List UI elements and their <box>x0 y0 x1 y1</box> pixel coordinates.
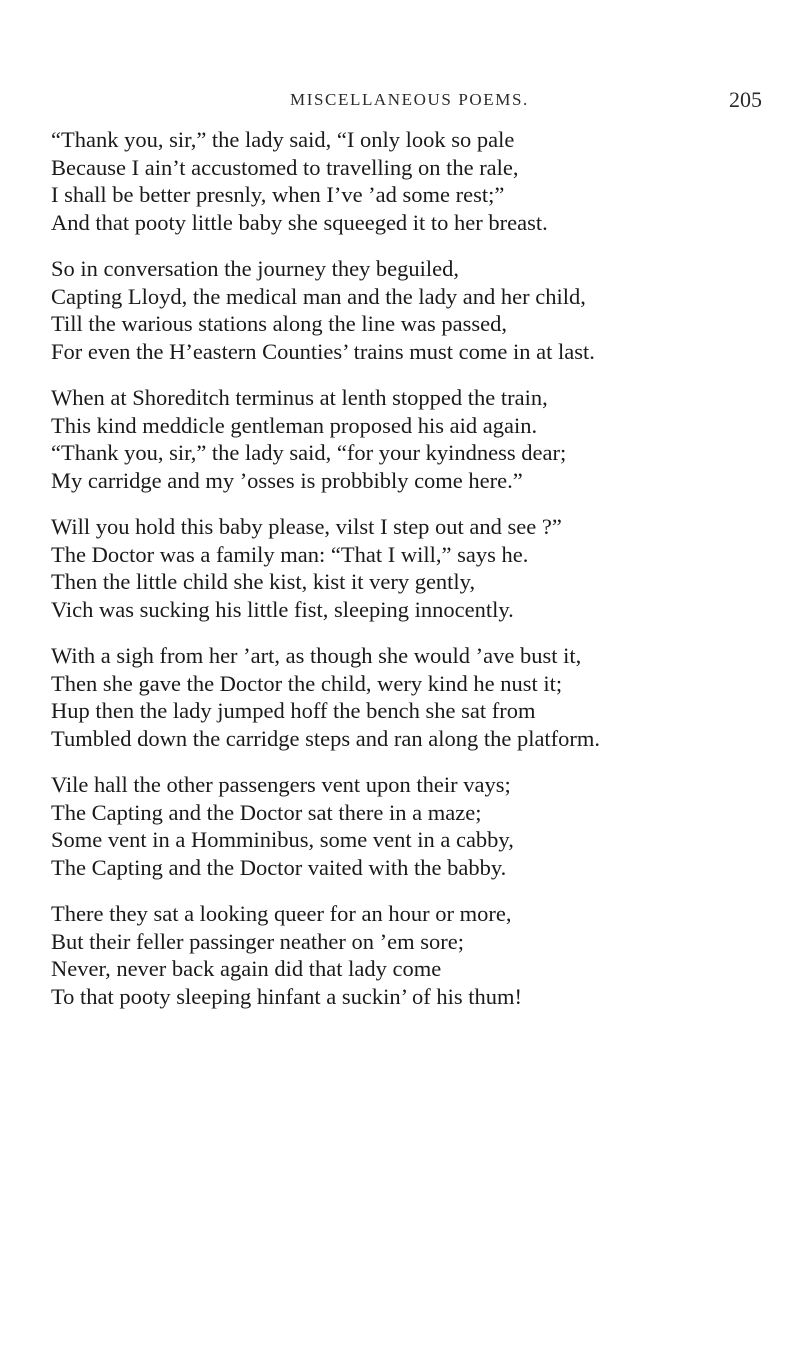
poem-line: Hup then the lady jumped hoff the bench she sat from <box>51 698 536 723</box>
poem-line: Till the warious stations along the line was passed, <box>51 311 507 336</box>
poem-line: I shall be better presnly, when I’ve ’ad some rest;” <box>51 182 505 207</box>
poem-line: Then she gave the Doctor the child, wery kind he nust it; <box>51 670 563 696</box>
stanza-7 <box>51 900 771 1010</box>
poem-line: Because I ain’t accustomed to travelling on the rale, <box>51 154 519 180</box>
poem-line: The Doctor was a family man: “That I will,” says he. <box>51 541 529 567</box>
running-title: MISCELLANEOUS POEMS. <box>290 90 529 109</box>
poem-line: With a sigh from her ’art, as though she would ’ave bust it, <box>51 643 582 668</box>
poem-line: For even the H’eastern Counties’ trains must come in at last. <box>51 338 595 364</box>
stanza-3 <box>51 384 771 494</box>
poem-line: “Thank you, sir,” the lady said, “for your kyindness dear; <box>51 440 567 465</box>
poem-line: My carridge and my ’osses is probbibly come here.” <box>51 467 523 493</box>
running-head <box>0 87 801 114</box>
poem-line: So in conversation the journey they beguiled, <box>51 256 460 281</box>
poem-line: “Thank you, sir,” the lady said, “I only look so pale <box>51 127 515 152</box>
poem-line: Some vent in a Homminibus, some vent in a cabby, <box>51 827 514 852</box>
poem-line: Tumbled down the carridge steps and ran along the platform. <box>51 725 601 751</box>
poem-line: Vich was sucking his little fist, sleeping innocently. <box>51 596 514 622</box>
stanza-2 <box>51 255 771 365</box>
poem-line: When at Shoreditch terminus at lenth stopped the train, <box>51 385 548 410</box>
poem-line: Vile hall the other passengers vent upon their vays; <box>51 772 511 797</box>
poem-body <box>51 126 771 1029</box>
poem-line: Will you hold this baby please, vilst I step out and see ?” <box>51 514 562 539</box>
poem-line: To that pooty sleeping hinfant a suckin’ of his thum! <box>51 983 523 1009</box>
poem-line: Capting Lloyd, the medical man and the lady and her child, <box>51 283 586 309</box>
stanza-5 <box>51 642 771 752</box>
poem-line: But their feller passinger neather on ’em sore; <box>51 928 464 954</box>
poem-line: This kind meddicle gentleman proposed his aid again. <box>51 412 538 438</box>
poem-line: Never, never back again did that lady come <box>51 956 442 981</box>
stanza-6 <box>51 771 771 881</box>
poem-line: And that pooty little baby she squeeged it to her breast. <box>51 209 548 235</box>
page-number: 205 <box>729 87 762 112</box>
poem-line: There they sat a looking queer for an hour or more, <box>51 901 512 926</box>
poem-line: The Capting and the Doctor vaited with the babby. <box>51 854 507 880</box>
stanza-4 <box>51 513 771 623</box>
stanza-1 <box>51 126 771 236</box>
poem-line: The Capting and the Doctor sat there in a maze; <box>51 799 482 825</box>
poem-line: Then the little child she kist, kist it very gently, <box>51 569 476 594</box>
